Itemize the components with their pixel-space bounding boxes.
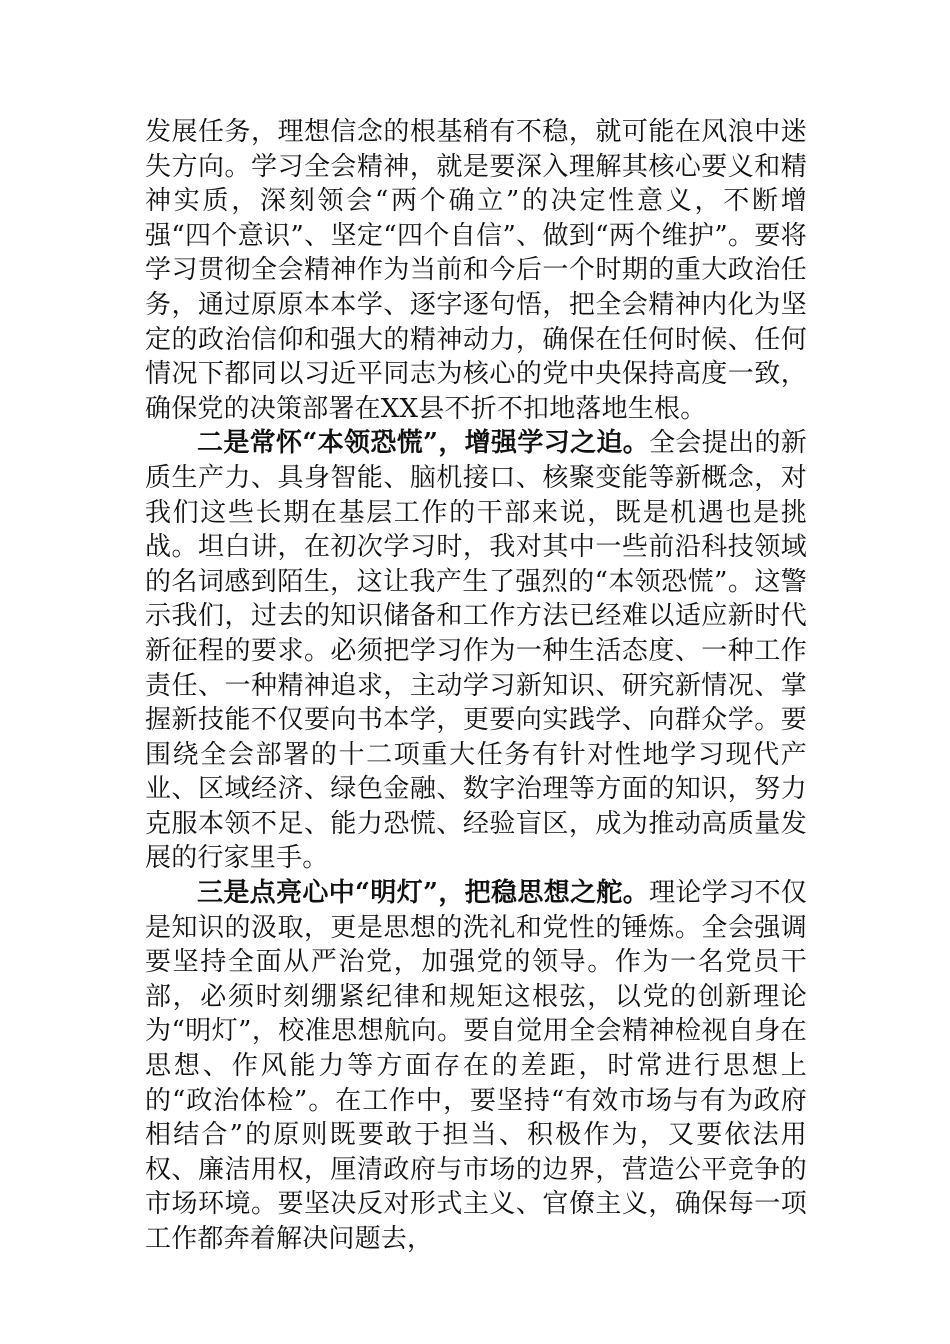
paragraph-1 <box>145 115 807 426</box>
paragraph-3-lead: 三是点亮心中“明灯”，把稳思想之舵。 <box>197 878 650 909</box>
paragraph-3 <box>145 876 807 1257</box>
paragraph-3-text: 理论学习不仅是知识的汲取，更是思想的洗礼和党性的锤炼。全会强调要坚持全面从严治党，加强党的领导。作为一名党员干部，必须时刻绷紧纪律和规矩这根弦，以党的创新理论为“明灯”，校准思想航向。要自觉用全会精神检视自身在思想、作风能力等方面存在的差距，时常进行思想上的“政治体检”。在工作中，要坚持“有效市场与有为政府相结合”的原则既要敢于担当、积极作为，又要依法用权、廉洁用权，厘清政府与市场的边界，营造公平竞争的市场环境。要坚决反对形式主义、官僚主义，确保每一项工作都奔着解决问题去， <box>145 878 808 1254</box>
paragraph-1-text: 发展任务，理想信念的根基稍有不稳，就可能在风浪中迷失方向。学习全会精神，就是要深入理解其核心要义和精神实质，深刻领会“两个确立”的决定性意义，不断增强“四个意识”、坚定“四个自信”、做到“两个维护”。要将学习贯彻全会精神作为当前和今后一个时期的重大政治任务，通过原原本本学、逐字逐句悟，把全会精神内化为坚定的政治信仰和强大的精神动力，确保在任何时候、任何情况下都同以习近平同志为核心的党中央保持高度一致，确保党的决策部署在XX县不折不扣地落地生根。 <box>145 117 807 424</box>
paragraph-2-text: 全会提出的新质生产力、具身智能、脑机接口、核聚变能等新概念，对我们这些长期在基层工作的干部来说，既是机遇也是挑战。坦白讲，在初次学习时，我对其中一些前沿科技领域的名词感到陌生，这让我产生了强烈的“本领恐慌”。这警示我们，过去的知识储备和工作方法已经难以适应新时代新征程的要求。必须把学习作为一种生活态度、一种工作责任、一种精神追求，主动学习新知识、研究新情况、掌握新技能不仅要向书本学，更要向实践学、向群众学。要围绕全会部署的十二项重大任务有针对性地学习现代产业、区域经济、绿色金融、数字治理等方面的知识，努力克服本领不足、能力恐慌、经验盲区，成为推动高质量发展的行家里手。 <box>145 428 808 874</box>
paragraph-2 <box>145 426 807 876</box>
paragraph-2-lead: 二是常怀“本领恐慌”，增强学习之迫。 <box>197 428 650 459</box>
